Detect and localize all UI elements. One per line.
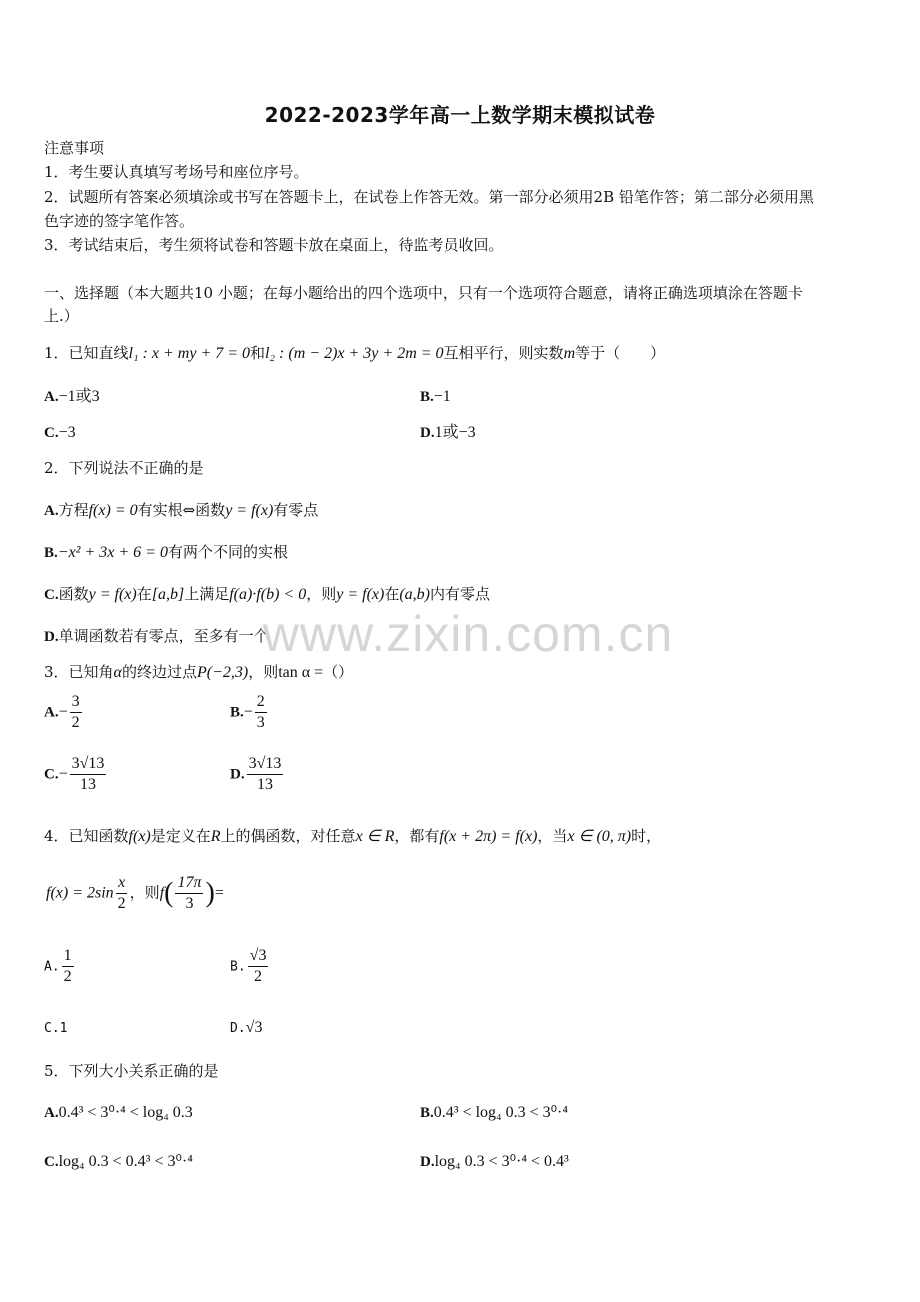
notice-item-3: 3．考试结束后，考生须将试卷和答题卡放在桌面上，待监考员收回。	[44, 236, 504, 254]
fraction	[248, 946, 269, 987]
numerator: √3	[248, 946, 269, 967]
q1-line-l1: l₁ : x + my + 7 = 0	[128, 345, 251, 362]
fraction	[255, 692, 267, 733]
option-label: D.	[230, 766, 245, 783]
option-text: −1或3	[58, 388, 100, 405]
fraction	[247, 754, 284, 795]
q3-tan: tan α =	[278, 664, 324, 681]
option-label: D.	[230, 1021, 246, 1036]
sign: −	[58, 703, 68, 721]
option-text: 方程	[58, 501, 89, 519]
q3-point: P(−2,3)	[196, 664, 249, 681]
denominator: 3	[256, 714, 265, 731]
math-expr: f(x) = 0	[88, 502, 138, 519]
option-label: C.	[44, 587, 59, 603]
q1-prefix: 1．已知直线	[44, 344, 129, 362]
option-label: D.	[420, 425, 435, 441]
numerator: 1	[62, 946, 74, 967]
paren-close: )	[205, 877, 215, 909]
q1-option-d[interactable]	[420, 421, 476, 444]
q5-option-c[interactable]	[44, 1150, 193, 1173]
q2-option-c[interactable]	[44, 583, 490, 606]
option-text: 0.4³ < 3⁰·⁴ < log₄ 0.3	[58, 1104, 193, 1121]
denominator: 13	[80, 776, 97, 793]
numerator: x	[116, 873, 127, 894]
q4-option-a[interactable]	[44, 946, 76, 987]
q3-option-a[interactable]	[44, 692, 84, 733]
math-expr: −x² + 3x + 6 = 0	[57, 544, 168, 561]
option-text: 有零点	[273, 501, 319, 519]
option-text: 1或−3	[434, 424, 476, 441]
q4-text: ，则	[129, 883, 160, 902]
q4-text: ，都有	[394, 827, 440, 845]
q3-mid2: ，则	[248, 663, 279, 681]
option-text: 有实根⇔函数	[137, 501, 226, 519]
denominator: 13	[256, 776, 273, 793]
q3-option-c[interactable]	[44, 754, 108, 795]
q2-option-d[interactable]	[44, 625, 269, 648]
section-heading-cont: 上.）	[44, 307, 79, 325]
q1-variable: m	[563, 345, 576, 362]
q4-function: f(x)	[128, 828, 151, 845]
numerator: 3√13	[70, 754, 107, 775]
q2-option-b[interactable]	[44, 541, 288, 564]
option-text: ，则	[306, 585, 337, 603]
option-label: A.	[44, 389, 59, 405]
option-label: B.	[44, 545, 58, 561]
notice-heading: 注意事项	[44, 139, 105, 157]
notice-item-2: 2．试题所有答案必须填涂或书写在答题卡上，在试卷上作答无效。第一部分必须用2B 铅笔作答；第二部分必须用黑	[44, 188, 814, 206]
q3-option-b[interactable]	[230, 692, 269, 733]
q3-mid: 的终边过点	[121, 663, 197, 681]
question-2-stem: 2．下列说法不正确的是	[44, 459, 204, 477]
fraction	[116, 873, 128, 914]
math-expr: f(a)·f(b) < 0	[229, 586, 307, 603]
q4-text: 上的偶函数，对任意	[220, 827, 356, 845]
denominator: 2	[63, 968, 72, 985]
q1-and: 和	[250, 344, 266, 362]
option-text: log₄ 0.3 < 0.4³ < 3⁰·⁴	[58, 1153, 193, 1170]
option-label: C.	[44, 1021, 60, 1036]
numerator: 3	[70, 692, 82, 713]
option-label: B.	[420, 1105, 434, 1121]
option-text: 函数	[58, 585, 89, 603]
q5-option-d[interactable]	[420, 1150, 569, 1173]
fraction	[175, 873, 203, 914]
option-text: 内有零点	[430, 585, 491, 603]
q3-prefix: 3．已知角	[44, 663, 114, 681]
math-expr: [a,b]	[151, 586, 185, 603]
q4-definition: f(x) = 2sin	[46, 884, 114, 902]
notice-item-2-cont: 色字迹的签字笔作答。	[44, 212, 195, 230]
option-label: C.	[44, 1154, 59, 1170]
fraction	[70, 692, 82, 733]
option-text: 单调函数若有零点，至多有一个	[58, 627, 269, 645]
watermark: www.zixin.com.cn	[262, 606, 674, 662]
option-label: C.	[44, 766, 59, 783]
q4-function: f	[159, 884, 165, 902]
q3-option-d[interactable]	[230, 754, 285, 795]
section-heading: 一、选择题（本大题共10 小题；在每小题给出的四个选项中，只有一个选项符合题意，请将正确选项填涂在答题卡	[44, 284, 803, 302]
option-text: log₄ 0.3 < 3⁰·⁴ < 0.4³	[434, 1153, 569, 1170]
q4-option-d[interactable]	[230, 1016, 262, 1040]
option-text: 1	[59, 1021, 68, 1036]
q4-text: 时，	[631, 827, 662, 845]
denominator: 2	[117, 895, 126, 912]
math-expr: y = f(x)	[225, 502, 274, 519]
q3-alpha: α	[113, 664, 122, 681]
option-label: B.	[230, 704, 244, 721]
option-label: A.	[44, 1105, 59, 1121]
option-text: 0.4³ < log₄ 0.3 < 3⁰·⁴	[433, 1104, 568, 1121]
option-label: B.	[230, 959, 246, 975]
numerator: 2	[255, 692, 267, 713]
q4-period: f(x + 2π) = f(x)	[439, 828, 538, 845]
option-text: 有两个不同的实根	[167, 543, 288, 561]
option-label: A.	[44, 959, 60, 975]
question-4-stem	[44, 825, 880, 848]
q2-option-a[interactable]	[44, 499, 318, 522]
q4-interval: x ∈ (0, π)	[567, 828, 632, 845]
question-3-stem	[44, 661, 880, 684]
q3-end: （）	[323, 663, 354, 681]
sign: −	[243, 703, 253, 721]
q4-for-all: x ∈ R	[355, 828, 395, 845]
option-label: B.	[420, 389, 434, 405]
paren-open: (	[164, 877, 174, 909]
q4-domain: R	[210, 828, 221, 845]
denominator: 3	[185, 895, 194, 912]
option-label: C.	[44, 425, 59, 441]
denominator: 2	[254, 968, 263, 985]
fraction	[62, 946, 74, 987]
option-label: A.	[44, 704, 59, 721]
option-text: 上满足	[184, 585, 230, 603]
fraction	[70, 754, 107, 795]
q1-option-c[interactable]	[44, 421, 76, 444]
option-text: 在	[136, 585, 152, 603]
q4-option-c[interactable]	[44, 1016, 67, 1040]
numerator: 17π	[175, 873, 203, 894]
math-expr: (a,b)	[399, 586, 430, 603]
math-expr: y = f(x)	[88, 586, 137, 603]
option-text: √3	[245, 1019, 263, 1036]
question-1-stem	[44, 342, 880, 365]
q4-option-b[interactable]	[230, 946, 270, 987]
option-label: D.	[44, 629, 59, 645]
q5-option-a[interactable]	[44, 1101, 193, 1124]
q1-option-b[interactable]	[420, 385, 451, 408]
q4-text: ，当	[537, 827, 568, 845]
math-expr: y = f(x)	[336, 586, 385, 603]
q5-option-b[interactable]	[420, 1101, 568, 1124]
q1-option-a[interactable]	[44, 385, 100, 408]
equals: =	[214, 884, 224, 902]
question-5-stem: 5．下列大小关系正确的是	[44, 1062, 219, 1080]
option-text: 在	[384, 585, 400, 603]
sign: −	[58, 765, 68, 783]
q4-text: 是定义在	[150, 827, 211, 845]
option-label: D.	[420, 1154, 435, 1170]
denominator: 2	[71, 714, 80, 731]
q1-line-l2: l₂ : (m − 2)x + 3y + 2m = 0	[265, 345, 444, 362]
q1-end: 等于（ ）	[575, 344, 666, 362]
option-text: −1	[433, 388, 451, 405]
option-label: A.	[44, 503, 59, 519]
q1-suffix: 互相平行，则实数	[443, 344, 564, 362]
question-4-stem-cont	[46, 873, 224, 914]
option-text: −3	[58, 424, 76, 441]
notice-item-1: 1．考生要认真填写考场号和座位序号。	[44, 163, 309, 181]
q4-prefix: 4．已知函数	[44, 827, 129, 845]
numerator: 3√13	[247, 754, 284, 775]
page-title: 2022-2023学年高一上数学期末模拟试卷	[264, 103, 656, 127]
